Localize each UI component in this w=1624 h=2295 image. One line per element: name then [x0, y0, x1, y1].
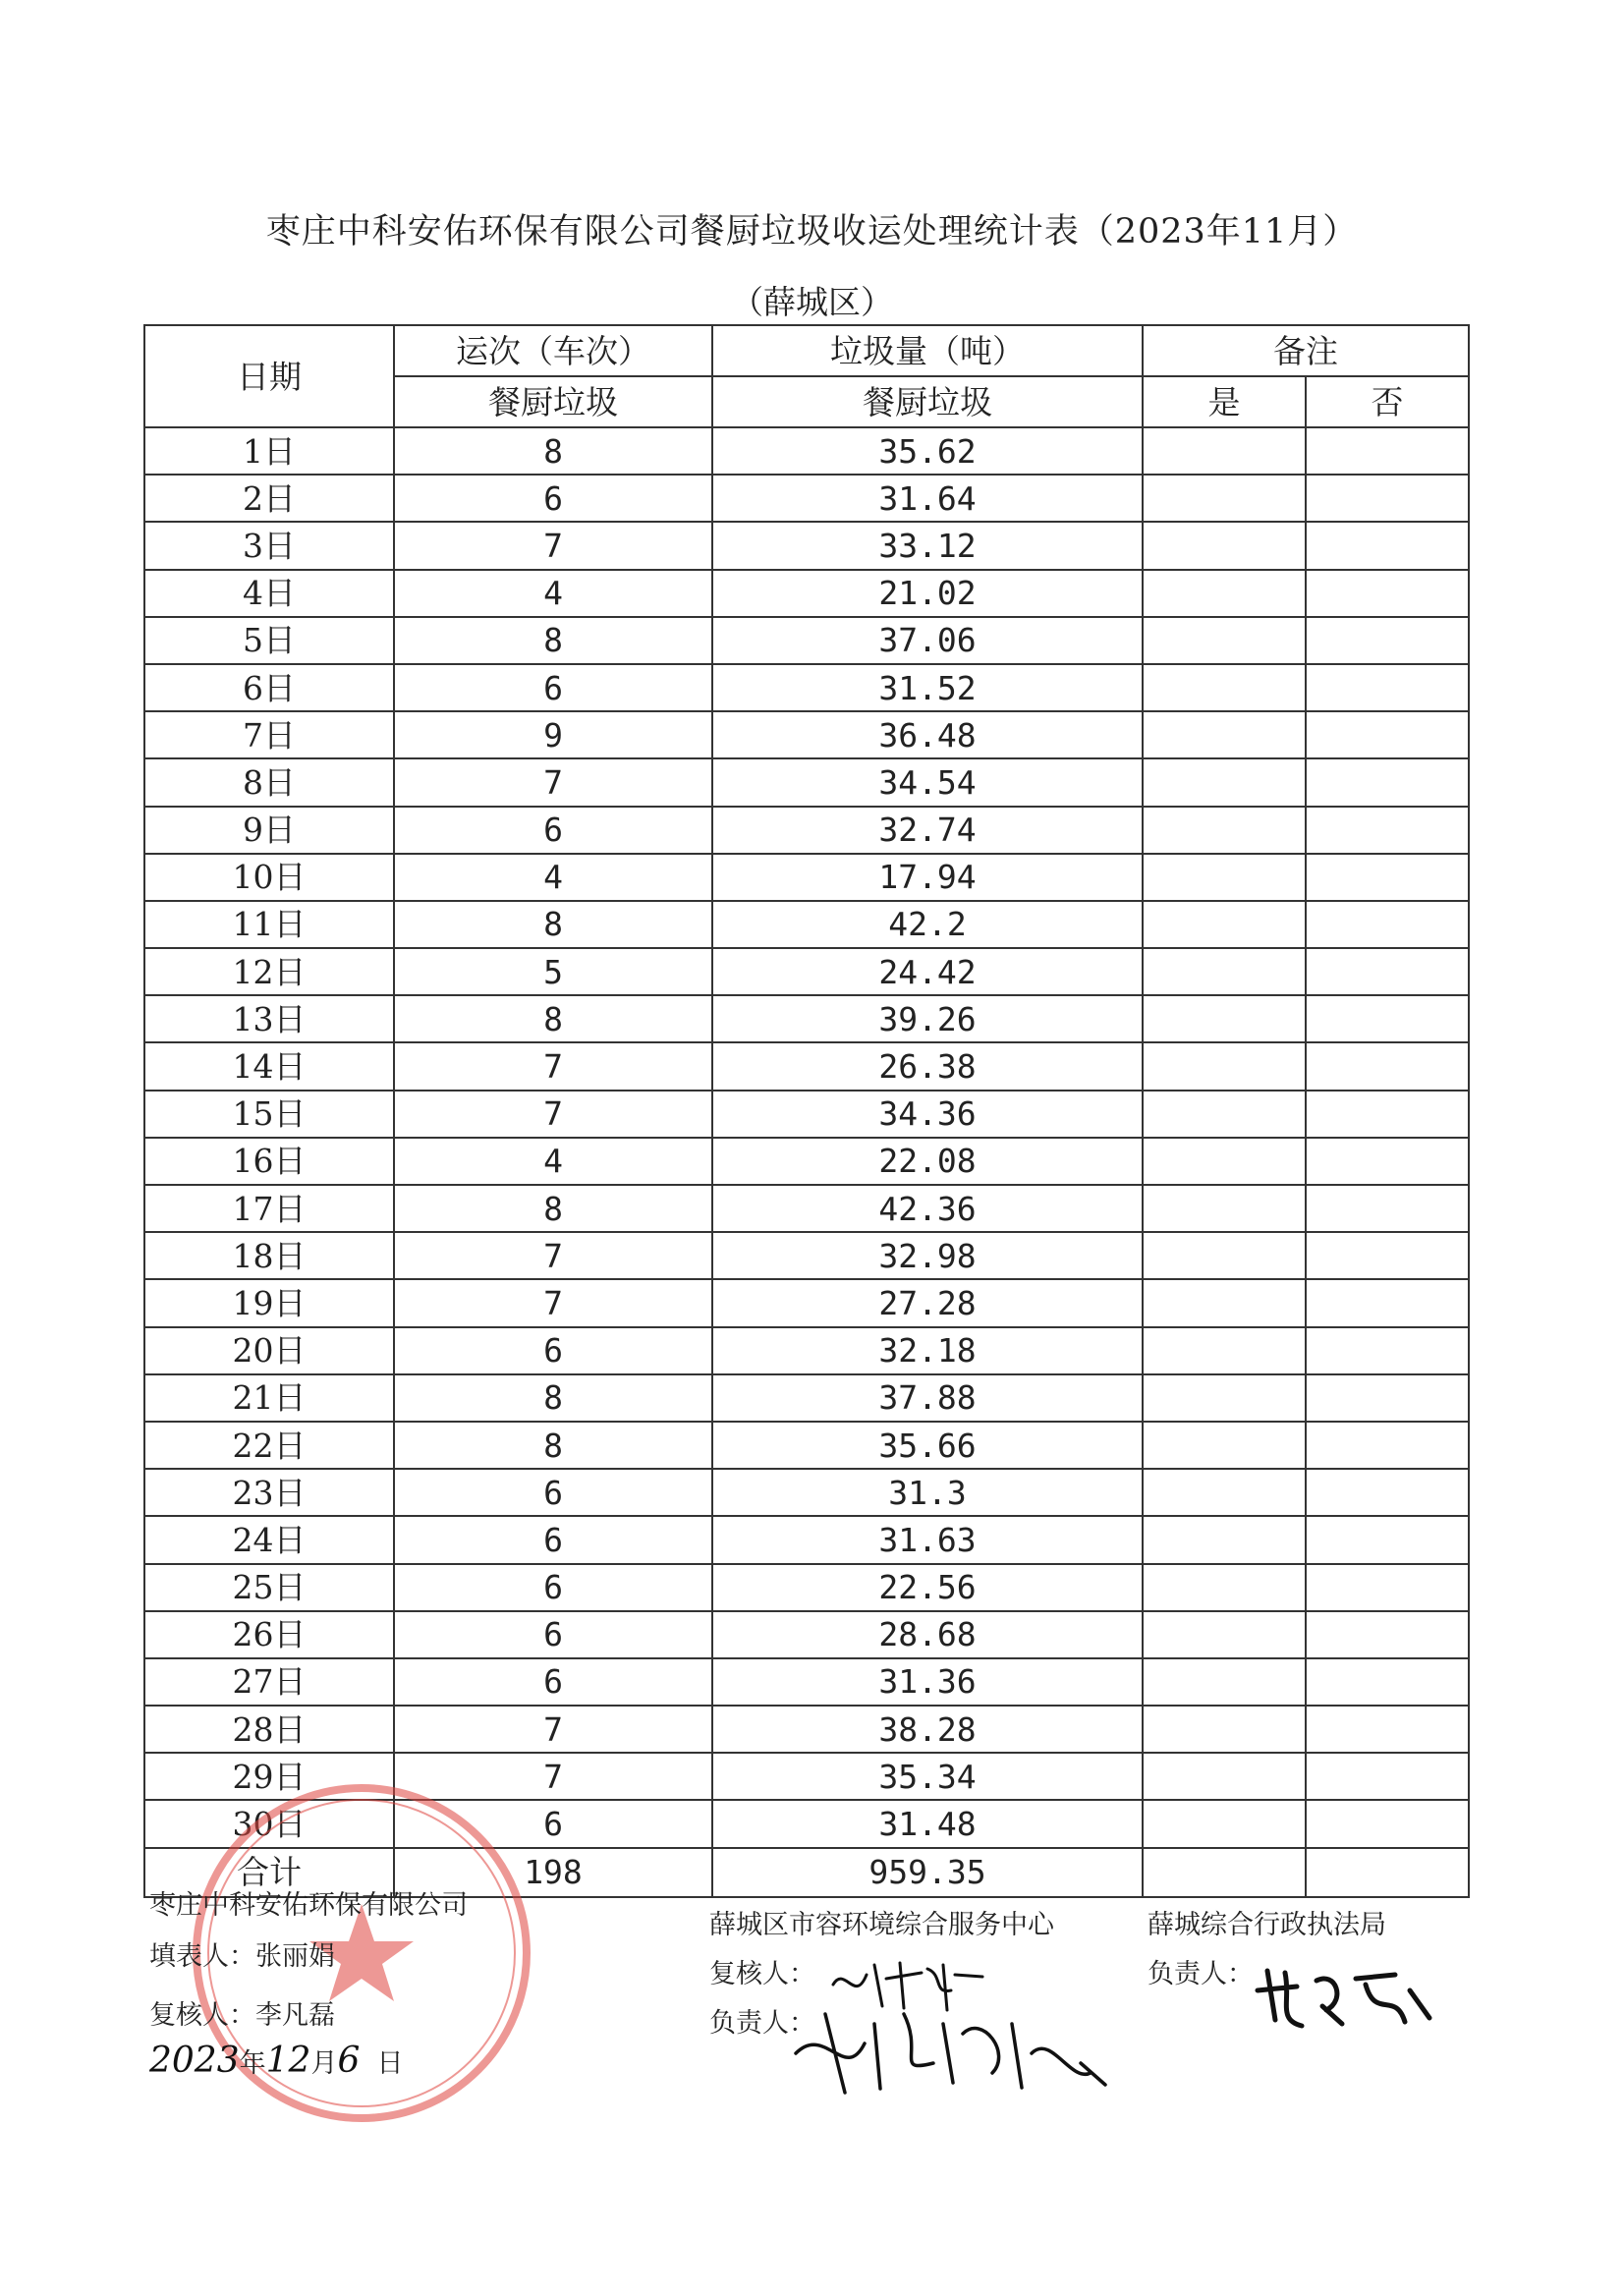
- total-no-cell: [1306, 1848, 1469, 1897]
- remark-no-cell: [1306, 901, 1469, 948]
- trips-cell: 6: [394, 807, 712, 854]
- remark-yes-cell: [1143, 617, 1306, 664]
- remark-yes-cell: [1143, 1564, 1306, 1611]
- date-cell: 8日: [144, 758, 394, 806]
- remark-yes-cell: [1143, 1800, 1306, 1847]
- remark-yes-cell: [1143, 475, 1306, 522]
- remark-no-cell: [1306, 1185, 1469, 1232]
- company-name: 枣庄中科安佑环保有限公司: [149, 1890, 468, 1921]
- header-remarks: 备注: [1143, 325, 1469, 376]
- trips-cell: 7: [394, 1042, 712, 1090]
- table-row: [144, 570, 1469, 617]
- company-filler: [149, 1943, 335, 1970]
- date-cell: 14日: [144, 1042, 394, 1090]
- remark-no-cell: [1306, 570, 1469, 617]
- total-label: 合计: [144, 1848, 394, 1897]
- table-row: [144, 1042, 1469, 1090]
- table-row: [144, 1422, 1469, 1469]
- trips-cell: 8: [394, 1422, 712, 1469]
- date-cell: 6日: [144, 664, 394, 711]
- remark-yes-cell: [1143, 711, 1306, 758]
- weight-cell: 31.64: [712, 475, 1143, 522]
- trips-cell: 4: [394, 570, 712, 617]
- table-row: [144, 1564, 1469, 1611]
- remark-no-cell: [1306, 1611, 1469, 1658]
- remark-no-cell: [1306, 1564, 1469, 1611]
- remark-no-cell: [1306, 1091, 1469, 1138]
- trips-cell: 7: [394, 1279, 712, 1326]
- footer-company: [149, 1892, 562, 2089]
- remark-no-cell: [1306, 995, 1469, 1042]
- remark-yes-cell: [1143, 1232, 1306, 1279]
- total-trips: 198: [394, 1848, 712, 1897]
- trips-cell: 7: [394, 1091, 712, 1138]
- remark-no-cell: [1306, 522, 1469, 569]
- filler-label: 填表人：: [149, 1941, 255, 1972]
- header-yes: 是: [1143, 376, 1306, 427]
- weight-cell: 32.98: [712, 1232, 1143, 1279]
- date-cell: 1日: [144, 427, 394, 475]
- trips-cell: 8: [394, 995, 712, 1042]
- remark-no-cell: [1306, 617, 1469, 664]
- table-row: [144, 1516, 1469, 1563]
- table-row: [144, 664, 1469, 711]
- header-no: 否: [1306, 376, 1469, 427]
- trips-cell: 7: [394, 1706, 712, 1753]
- trips-cell: 5: [394, 948, 712, 995]
- remark-no-cell: [1306, 854, 1469, 901]
- enforcement-responsible-label: 负责人：: [1148, 1959, 1254, 1989]
- service-reviewer-label: 复核人：: [709, 1959, 815, 1989]
- remark-yes-cell: [1143, 1706, 1306, 1753]
- remark-yes-cell: [1143, 854, 1306, 901]
- remark-yes-cell: [1143, 901, 1306, 948]
- remark-no-cell: [1306, 758, 1469, 806]
- remark-no-cell: [1306, 427, 1469, 475]
- trips-cell: 6: [394, 1611, 712, 1658]
- remark-no-cell: [1306, 948, 1469, 995]
- date-cell: 26日: [144, 1611, 394, 1658]
- trips-cell: 6: [394, 1564, 712, 1611]
- date-day-char: 日: [376, 2048, 404, 2079]
- weight-cell: 42.2: [712, 901, 1143, 948]
- table-row: [144, 854, 1469, 901]
- remark-yes-cell: [1143, 1185, 1306, 1232]
- date-cell: 29日: [144, 1753, 394, 1800]
- remark-no-cell: [1306, 1042, 1469, 1090]
- date-cell: 19日: [144, 1279, 394, 1326]
- date-cell: 28日: [144, 1706, 394, 1753]
- trips-cell: 4: [394, 854, 712, 901]
- date-cell: 30日: [144, 1800, 394, 1847]
- statistics-table: [143, 324, 1470, 1898]
- weight-cell: 22.56: [712, 1564, 1143, 1611]
- trips-cell: 8: [394, 617, 712, 664]
- weight-cell: 31.36: [712, 1658, 1143, 1706]
- table-row: [144, 475, 1469, 522]
- weight-cell: 17.94: [712, 854, 1143, 901]
- remark-yes-cell: [1143, 1658, 1306, 1706]
- remark-yes-cell: [1143, 570, 1306, 617]
- trips-cell: 4: [394, 1138, 712, 1185]
- table-row: [144, 711, 1469, 758]
- table-row: [144, 1185, 1469, 1232]
- remark-no-cell: [1306, 807, 1469, 854]
- weight-cell: 32.74: [712, 807, 1143, 854]
- trips-cell: 9: [394, 711, 712, 758]
- remark-yes-cell: [1143, 427, 1306, 475]
- remark-no-cell: [1306, 1279, 1469, 1326]
- weight-cell: 31.52: [712, 664, 1143, 711]
- service-responsible-label: 负责人：: [709, 2008, 815, 2039]
- service-center-name: 薛城区市容环境综合服务中心: [709, 1910, 1054, 1940]
- company-reviewer-name: 李凡磊: [255, 2000, 335, 2031]
- remark-yes-cell: [1143, 758, 1306, 806]
- remark-no-cell: [1306, 1422, 1469, 1469]
- table-row: [144, 807, 1469, 854]
- trips-cell: 6: [394, 1658, 712, 1706]
- weight-cell: 35.62: [712, 427, 1143, 475]
- date-cell: 18日: [144, 1232, 394, 1279]
- remark-no-cell: [1306, 1138, 1469, 1185]
- remark-no-cell: [1306, 1658, 1469, 1706]
- remark-no-cell: [1306, 1706, 1469, 1753]
- date-cell: 25日: [144, 1564, 394, 1611]
- enforcement-name: 薛城综合行政执法局: [1148, 1910, 1386, 1940]
- trips-cell: 6: [394, 1800, 712, 1847]
- table-row: [144, 427, 1469, 475]
- weight-cell: 35.66: [712, 1422, 1143, 1469]
- weight-cell: 22.08: [712, 1138, 1143, 1185]
- remark-yes-cell: [1143, 1469, 1306, 1516]
- date-cell: 10日: [144, 854, 394, 901]
- date-cell: 4日: [144, 570, 394, 617]
- remark-yes-cell: [1143, 807, 1306, 854]
- date-cell: 20日: [144, 1327, 394, 1374]
- header-date: 日期: [144, 325, 394, 427]
- trips-cell: 8: [394, 901, 712, 948]
- trips-cell: 7: [394, 522, 712, 569]
- header-trips-sub: 餐厨垃圾: [394, 376, 712, 427]
- date-cell: 3日: [144, 522, 394, 569]
- weight-cell: 31.3: [712, 1469, 1143, 1516]
- date-cell: 22日: [144, 1422, 394, 1469]
- remark-yes-cell: [1143, 664, 1306, 711]
- company-reviewer: [149, 2002, 335, 2029]
- remark-yes-cell: [1143, 1279, 1306, 1326]
- table-row: [144, 1706, 1469, 1753]
- weight-cell: 33.12: [712, 522, 1143, 569]
- remark-yes-cell: [1143, 1422, 1306, 1469]
- weight-cell: 31.63: [712, 1516, 1143, 1563]
- date-cell: 2日: [144, 475, 394, 522]
- remark-no-cell: [1306, 1469, 1469, 1516]
- weight-cell: 37.06: [712, 617, 1143, 664]
- weight-cell: 27.28: [712, 1279, 1143, 1326]
- header-trips: 运次（车次）: [394, 325, 712, 376]
- table-body: [144, 427, 1469, 1848]
- company-reviewer-label: 复核人：: [149, 2000, 255, 2031]
- trips-cell: 7: [394, 1753, 712, 1800]
- date-month: 12: [265, 2041, 311, 2081]
- weight-cell: 34.54: [712, 758, 1143, 806]
- remark-yes-cell: [1143, 948, 1306, 995]
- trips-cell: 6: [394, 1469, 712, 1516]
- remark-yes-cell: [1143, 1042, 1306, 1090]
- remark-no-cell: [1306, 475, 1469, 522]
- table-row: [144, 1091, 1469, 1138]
- remark-yes-cell: [1143, 995, 1306, 1042]
- trips-cell: 7: [394, 758, 712, 806]
- trips-cell: 6: [394, 664, 712, 711]
- table-row: [144, 1469, 1469, 1516]
- trips-cell: 8: [394, 427, 712, 475]
- trips-cell: 6: [394, 475, 712, 522]
- table-row: [144, 1374, 1469, 1422]
- date-cell: 13日: [144, 995, 394, 1042]
- date-cell: 16日: [144, 1138, 394, 1185]
- weight-cell: 42.36: [712, 1185, 1143, 1232]
- remark-yes-cell: [1143, 1374, 1306, 1422]
- date-cell: 9日: [144, 807, 394, 854]
- date-cell: 12日: [144, 948, 394, 995]
- table-row: [144, 1658, 1469, 1706]
- weight-cell: 39.26: [712, 995, 1143, 1042]
- total-yes-cell: [1143, 1848, 1306, 1897]
- weight-cell: 24.42: [712, 948, 1143, 995]
- remark-no-cell: [1306, 711, 1469, 758]
- table-row: [144, 948, 1469, 995]
- trips-cell: 8: [394, 1374, 712, 1422]
- weight-cell: 34.36: [712, 1091, 1143, 1138]
- date-day: 6: [337, 2041, 361, 2081]
- date-month-char: 月: [310, 2048, 338, 2079]
- table-row: [144, 617, 1469, 664]
- weight-cell: 38.28: [712, 1706, 1143, 1753]
- remark-no-cell: [1306, 1800, 1469, 1847]
- remark-no-cell: [1306, 664, 1469, 711]
- date-cell: 17日: [144, 1185, 394, 1232]
- table-row: [144, 901, 1469, 948]
- table-row: [144, 522, 1469, 569]
- remark-yes-cell: [1143, 1611, 1306, 1658]
- weight-cell: 37.88: [712, 1374, 1143, 1422]
- remark-no-cell: [1306, 1753, 1469, 1800]
- table-row: [144, 758, 1469, 806]
- remark-yes-cell: [1143, 1327, 1306, 1374]
- total-weight: 959.35: [712, 1848, 1143, 1897]
- table-row: [144, 1611, 1469, 1658]
- date-cell: 11日: [144, 901, 394, 948]
- remark-no-cell: [1306, 1327, 1469, 1374]
- table-row: [144, 1279, 1469, 1326]
- date-cell: 15日: [144, 1091, 394, 1138]
- weight-cell: 36.48: [712, 711, 1143, 758]
- trips-cell: 8: [394, 1185, 712, 1232]
- table-row: [144, 1138, 1469, 1185]
- table-row: [144, 1232, 1469, 1279]
- remark-yes-cell: [1143, 522, 1306, 569]
- date-cell: 5日: [144, 617, 394, 664]
- weight-cell: 21.02: [712, 570, 1143, 617]
- remark-yes-cell: [1143, 1753, 1306, 1800]
- remark-yes-cell: [1143, 1091, 1306, 1138]
- date-cell: 21日: [144, 1374, 394, 1422]
- remark-no-cell: [1306, 1232, 1469, 1279]
- header-weight-sub: 餐厨垃圾: [712, 376, 1143, 427]
- sign-date: [149, 2043, 404, 2079]
- date-cell: 7日: [144, 711, 394, 758]
- date-cell: 23日: [144, 1469, 394, 1516]
- remark-yes-cell: [1143, 1516, 1306, 1563]
- district-subtitle: （薛城区）: [731, 283, 893, 321]
- weight-cell: 35.34: [712, 1753, 1143, 1800]
- remark-yes-cell: [1143, 1138, 1306, 1185]
- date-cell: 24日: [144, 1516, 394, 1563]
- table-row: [144, 995, 1469, 1042]
- table-row: [144, 1327, 1469, 1374]
- trips-cell: 6: [394, 1516, 712, 1563]
- enforcement-responsible-signature: [1248, 1961, 1434, 2040]
- remark-no-cell: [1306, 1374, 1469, 1422]
- weight-cell: 26.38: [712, 1042, 1143, 1090]
- date-year-char: 年: [239, 2048, 266, 2079]
- weight-cell: 31.48: [712, 1800, 1143, 1847]
- header-weight: 垃圾量（吨）: [712, 325, 1143, 376]
- date-year: 2023: [149, 2041, 240, 2081]
- document-title: 枣庄中科安佑环保有限公司餐厨垃圾收运处理统计表（2023年11月）: [265, 212, 1359, 252]
- trips-cell: 7: [394, 1232, 712, 1279]
- remark-no-cell: [1306, 1516, 1469, 1563]
- weight-cell: 32.18: [712, 1327, 1143, 1374]
- weight-cell: 28.68: [712, 1611, 1143, 1658]
- service-responsible-signature: [786, 1994, 1110, 2102]
- date-cell: 27日: [144, 1658, 394, 1706]
- trips-cell: 6: [394, 1327, 712, 1374]
- filler-name: 张丽娟: [255, 1941, 335, 1972]
